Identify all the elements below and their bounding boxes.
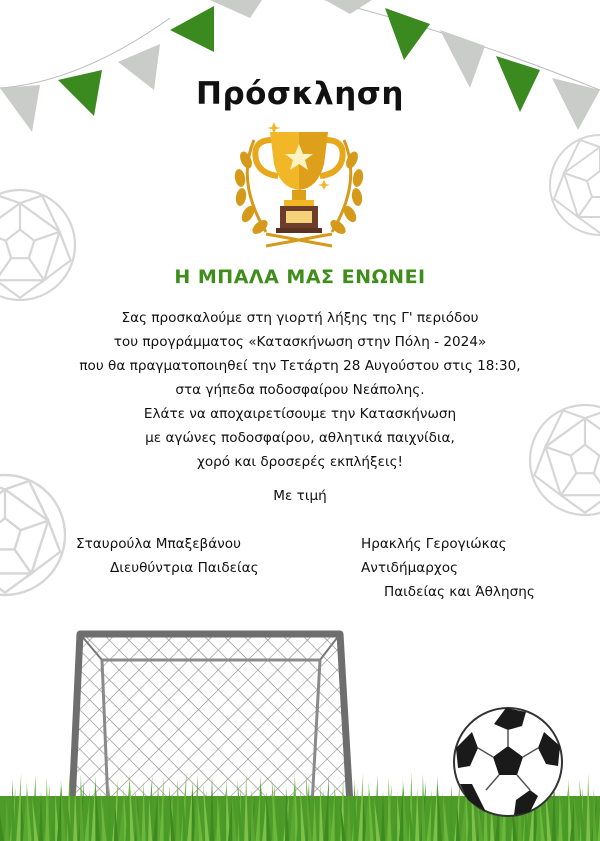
- closing-text: Με τιμή: [273, 488, 327, 504]
- faded-ball-right-top: [550, 135, 600, 235]
- body-line-6: με αγώνες ποδοσφαίρου, αθλητικά παιχνίδια,: [145, 430, 455, 446]
- slogan: Η ΜΠΑΛΑ ΜΑΣ ΕΝΩΝΕΙ: [174, 266, 426, 288]
- invitation-title: Πρόσκληση: [196, 76, 404, 112]
- body-line-7: χορό και δροσερές εκπλήξεις!: [197, 454, 403, 470]
- body-line-2: του προγράμματος «Κατασκήνωση στην Πόλη - 2024»: [113, 334, 487, 350]
- signatory-left-name: Σταυρούλα Μπαξεβάνου: [76, 536, 241, 552]
- body-line-4: στα γήπεδα ποδοσφαίρου Νεάπολης.: [175, 382, 425, 398]
- soccer-ball-icon: [452, 706, 564, 818]
- signatory-left-role: Διευθύντρια Παιδείας: [110, 560, 259, 576]
- body-line-5: Ελάτε να αποχαιρετίσουμε την Κατασκήνωση: [143, 406, 457, 422]
- signatory-right-role-2: Παιδείας και Άθλησης: [384, 584, 535, 600]
- trophy-icon: [226, 122, 372, 250]
- body-line-3: που θα πραγματοποιηθεί την Τετάρτη 28 Αυγούστου στις 18:30,: [79, 358, 521, 374]
- signatory-right-role-1: Αντιδήμαρχος: [361, 560, 458, 576]
- signatory-right-name: Ηρακλής Γερογιώκας: [361, 536, 507, 552]
- invitation-body: [0, 306, 600, 474]
- body-line-1: Σας προσκαλούμε στη γιορτή λήξης της Γ' περιόδου: [121, 310, 479, 326]
